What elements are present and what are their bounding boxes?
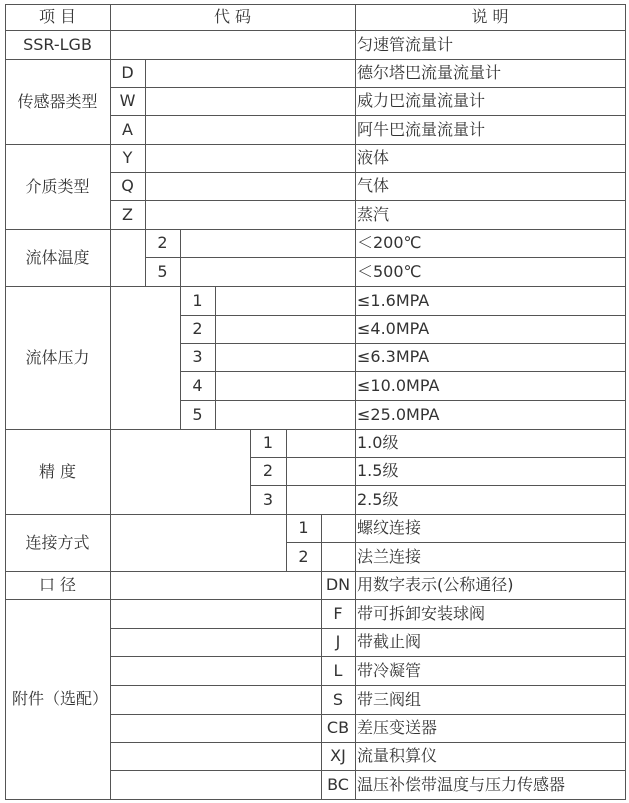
- accessory-code: BC: [327, 774, 349, 794]
- accuracy-description: 1.0级: [357, 433, 399, 452]
- accessory-description: 带冷凝管: [357, 660, 422, 680]
- rule: [625, 4, 626, 800]
- accessory-code: S: [332, 689, 344, 709]
- model-code: SSR-LGB: [23, 34, 92, 54]
- pressure-description: ≤6.3MPA: [357, 347, 430, 366]
- pressure-code: 1: [192, 290, 203, 310]
- temperature-code: 5: [157, 261, 168, 281]
- accessory-code: CB: [326, 718, 350, 737]
- connection-code: 2: [298, 546, 309, 566]
- medium-code: Y: [122, 148, 133, 167]
- rule: [321, 514, 322, 571]
- header-description: 说 明: [471, 7, 509, 26]
- accuracy-code: 3: [262, 489, 274, 509]
- accessory-description: 流量积算仪: [357, 746, 438, 765]
- model-description: 匀速管流量计: [357, 34, 454, 54]
- pressure-code: 2: [192, 319, 203, 338]
- accessory-description: 带截止阀: [357, 632, 422, 651]
- bore-code: DN: [325, 575, 351, 594]
- fluid-pressure-label: 流体压力: [25, 347, 90, 367]
- pressure-description: ≤10.0MPA: [357, 375, 440, 395]
- pressure-code: 4: [192, 375, 203, 395]
- rule: [5, 799, 625, 800]
- temperature-description: ＜200℃: [357, 233, 422, 252]
- header-code: 代 码: [213, 7, 252, 26]
- temperature-code: 2: [157, 233, 168, 252]
- rule: [215, 286, 216, 429]
- accessory-description: 带可拆卸安装球阀: [357, 603, 486, 623]
- sensor-code: W: [119, 91, 136, 110]
- accuracy-code: 2: [262, 461, 274, 480]
- medium-code: Z: [122, 204, 133, 224]
- medium-description: 气体: [357, 176, 390, 195]
- accuracy-description: 2.5级: [357, 489, 399, 509]
- pressure-code: 5: [192, 404, 203, 424]
- sensor-description: 阿牛巴流量流量计: [357, 119, 486, 139]
- fluid-temperature-label: 流体温度: [25, 247, 90, 267]
- accuracy-description: 1.5级: [357, 461, 399, 480]
- connection-description: 螺纹连接: [357, 518, 422, 537]
- pressure-description: ≤4.0MPA: [357, 319, 430, 338]
- bore-description: 用数字表示(公称通径): [357, 575, 514, 594]
- sensor-code: D: [121, 63, 134, 82]
- pressure-description: ≤25.0MPA: [357, 404, 440, 424]
- bore-label: 口 径: [38, 575, 77, 594]
- accuracy-code: 1: [262, 433, 274, 452]
- accessory-label: 附件（选配）: [12, 689, 109, 708]
- sensor-type-label: 传感器类型: [17, 91, 98, 111]
- sensor-code: A: [122, 119, 133, 139]
- accessory-code: L: [333, 660, 343, 680]
- medium-code: Q: [121, 176, 134, 195]
- pressure-code: 3: [192, 347, 203, 366]
- sensor-description: 德尔塔巴流量流量计: [357, 63, 502, 82]
- accessory-description: 带三阀组: [357, 689, 422, 709]
- pressure-description: ≤1.6MPA: [357, 290, 430, 310]
- medium-description: 蒸汽: [357, 204, 390, 224]
- accessory-description: 差压变送器: [357, 718, 438, 737]
- connection-description: 法兰连接: [357, 546, 422, 566]
- accessory-description: 温压补偿带温度与压力传感器: [357, 774, 566, 794]
- sensor-description: 威力巴流量流量计: [357, 91, 486, 110]
- temperature-description: ＜500℃: [357, 261, 422, 281]
- connection-label: 连接方式: [25, 532, 90, 552]
- medium-type-label: 介质类型: [25, 176, 90, 196]
- accessory-code: J: [335, 632, 341, 651]
- header-item: 项 目: [38, 7, 77, 26]
- accessory-code: F: [333, 603, 343, 623]
- medium-description: 液体: [357, 148, 390, 167]
- accessory-code: XJ: [330, 746, 346, 765]
- accuracy-label: 精 度: [38, 461, 77, 481]
- connection-code: 1: [298, 518, 309, 537]
